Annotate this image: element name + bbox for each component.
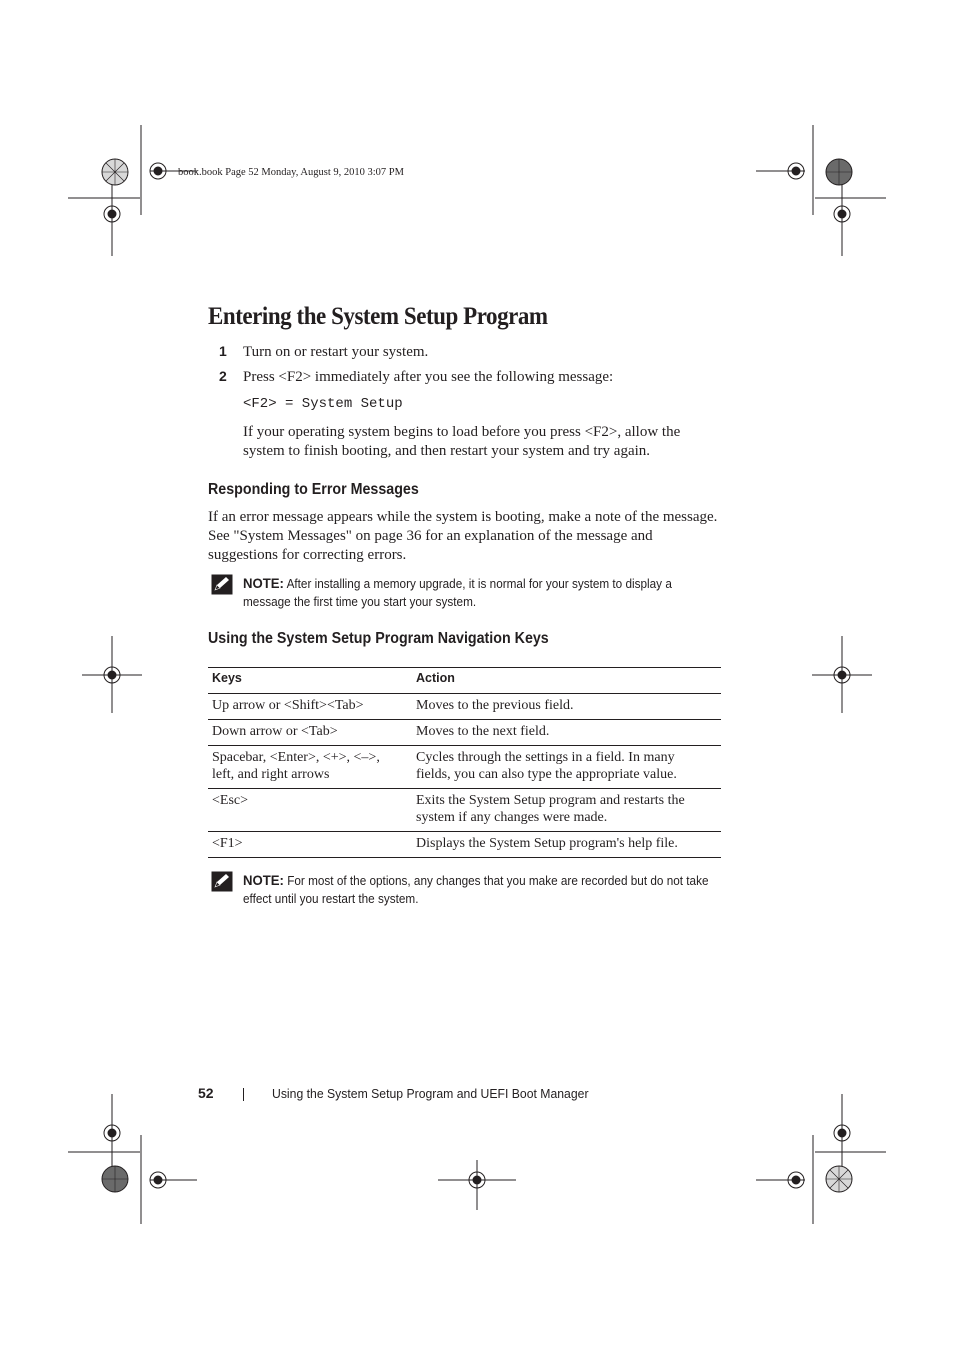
page-title: Entering the System Setup Program [208,303,548,330]
table-row [208,832,721,858]
page-number: 52 [198,1085,214,1101]
action-cell: Exits the System Setup program and restarts the system if any changes were made. [412,789,721,832]
table-row [208,720,721,746]
navigation-keys-table [208,667,721,858]
header-stamp: book.book Page 52 Monday, August 9, 2010 3:07 PM [178,167,404,178]
table-row [208,694,721,720]
note-label: NOTE: [243,575,284,591]
key-cell: <F1> [208,832,412,858]
note-options-changes [243,871,722,908]
section-title-navigation-keys: Using the System Setup Program Navigation Keys [208,630,549,647]
key-cell: <Esc> [208,789,412,832]
note-text: For most of the options, any changes that you make are recorded but do not take effect until you restart the system. [243,874,709,906]
code-message: <F2> = System Setup [243,396,403,412]
action-cell: Cycles through the settings in a field. In many fields, you can also type the appropriate value. [412,746,721,789]
note-memory-upgrade [243,574,718,611]
note-label: NOTE: [243,872,284,888]
step-number: 2 [219,368,227,384]
error-messages-paragraph: If an error message appears while the system is booting, make a note of the message. See "System Messages" on page 36 for an explanation of the message and suggestions for correcting errors. [208,509,718,563]
table-row [208,789,721,832]
step-text: Press <F2> immediately after you see the following message: [243,369,614,385]
footer-chapter-title: Using the System Setup Program and UEFI Boot Manager [272,1086,589,1101]
table-row [208,746,721,789]
key-cell: Spacebar, <Enter>, <+>, <–>, left, and right arrows [208,746,412,789]
table-header-row [208,668,721,694]
action-cell: Moves to the previous field. [412,694,721,720]
note-text: After installing a memory upgrade, it is normal for your system to display a message the first time you start your system. [243,577,672,609]
action-cell: Displays the System Setup program's help file. [412,832,721,858]
note-icon [211,871,233,892]
action-cell: Moves to the next field. [412,720,721,746]
key-cell: Up arrow or <Shift><Tab> [208,694,412,720]
section-title-error-messages: Responding to Error Messages [208,481,419,498]
step-followup-text: If your operating system begins to load before you press <F2>, allow the system to finish booting, and then restart your system and try again. [243,424,681,459]
note-icon [211,574,233,595]
column-header-keys: Keys [208,668,412,694]
key-cell: Down arrow or <Tab> [208,720,412,746]
step-text: Turn on or restart your system. [243,344,429,360]
column-header-action: Action [412,668,721,694]
step-number: 1 [219,343,227,359]
footer-divider [243,1088,244,1101]
